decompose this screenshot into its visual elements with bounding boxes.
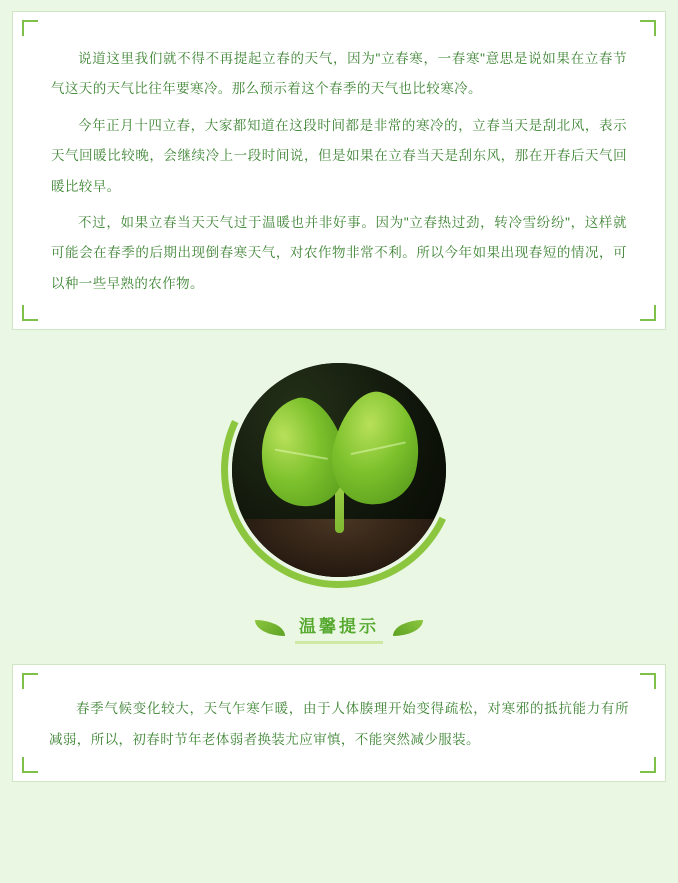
corner-bracket-bottom-left (22, 305, 38, 321)
article-paragraph-1: 说道这里我们就不得不再提起立春的天气，因为"立春寒，一春寒"意思是说如果在立春节气这天的天气比往年要寒冷。那么预示着这个春季的天气也比较寒冷。 (51, 51, 627, 97)
corner-bracket-top-right (640, 20, 656, 36)
corner-bracket-top-left (22, 673, 38, 689)
seedling-photo (232, 363, 446, 577)
note-paragraph: 春季气候变化较大，天气乍寒乍暖，由于人体腠理开始变得疏松，对寒邪的抵抗能力有所减弱，所以，初春时节年老体弱者换装尤应审慎，不能突然减少服装。 (49, 701, 629, 748)
illustration-section (12, 330, 666, 660)
article-paragraph-3: 不过，如果立春当天天气过于温暖也并非好事。因为"立春热过劲，转冷雪纷纷"，这样就可能会在春季的后期出现倒春寒天气，对农作物非常不利。所以今年如果出现春短的情况，可以种一些早熟的农作物。 (51, 214, 627, 291)
corner-bracket-bottom-right (640, 757, 656, 773)
corner-bracket-top-left (22, 20, 38, 36)
corner-bracket-bottom-left (22, 757, 38, 773)
leaf-decoration-right-icon (393, 620, 423, 636)
seedling-photo-frame (221, 352, 457, 588)
leaf-vein (275, 449, 329, 460)
article-paragraph-2: 今年正月十四立春，大家都知道在这段时间都是非常的寒冷的，立春当天是刮北风，表示天气回暖比较晚，会继续冷上一段时间说，但是如果在立春当天是刮东风，那在开春后天气回暖比较早。 (51, 117, 627, 194)
document-page (0, 11, 678, 883)
leaf-vein (351, 441, 406, 455)
leaf-decoration-left-icon (255, 620, 285, 636)
corner-bracket-top-right (640, 673, 656, 689)
article-card (12, 11, 666, 330)
tip-banner (255, 612, 423, 644)
tip-banner-label: 温馨提示 (295, 612, 383, 644)
corner-bracket-bottom-right (640, 305, 656, 321)
note-card (12, 664, 666, 782)
